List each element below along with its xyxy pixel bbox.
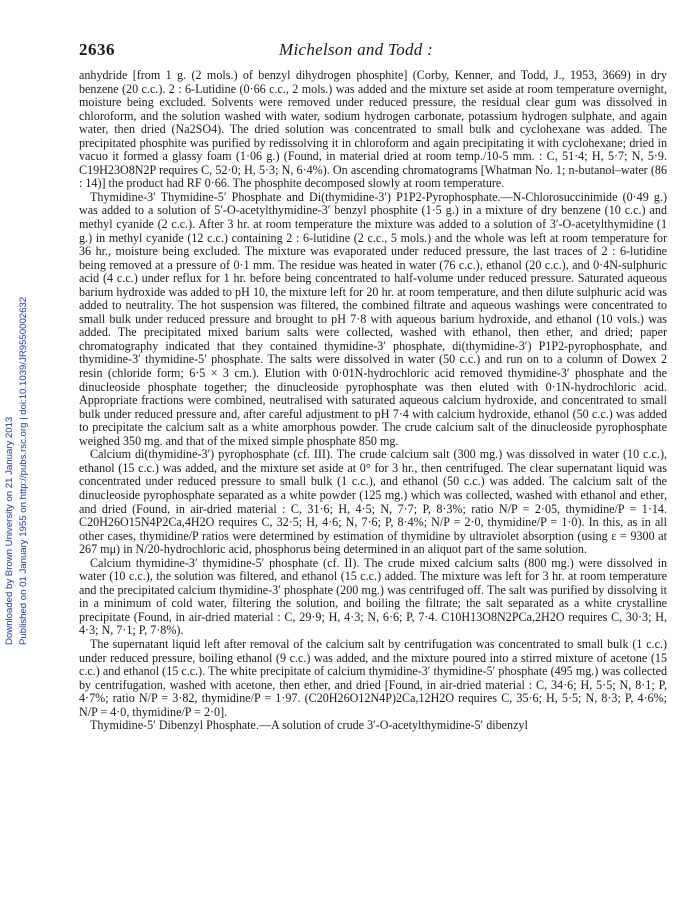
running-title: Michelson and Todd : (279, 40, 434, 59)
publication-link[interactable]: Published on 01 January 1955 on http://pubs.rsc.org | doi:10.1039/JR9550002632 (18, 296, 29, 645)
paragraph-supernatant: The supernatant liquid left after removal of the calcium salt by centrifugation was concentrated to small bulk (1 c.c.) under reduced pressure, boiling ethanol (9 c.c.) was added, and the mixture poured into a stirred mixture of acetone (15 c.c.) and ethanol (15 c.c.). The white precipitate of calcium thymidine-3′ thymidine-5′ phosphate (495 mg.) was collected by centrifugation, washed with acetone, then ether, and dried [Found, in air-dried material : C, 34·6; H, 5·5; N, 8·1; P, 4·7%; ratio N/P = 3·82, thymidine/P = 1·97. (C20H26O12N4P)2Ca,12H2O requires C, 35·6; H, 5·5; N, 8·3; P, 4·6%; N/P = 4·0, thymidine/P = 2·0]. (79, 636, 667, 719)
download-notice[interactable]: Downloaded by Brown University on 21 January 2013 (4, 416, 15, 645)
paragraph-dibenzyl-phosphate: Thymidine-5′ Dibenzyl Phosphate.—A solution of crude 3′-O-acetylthymidine-5′ dibenzyl (90, 718, 528, 733)
paragraph-thymidine-phosphate-section: Thymidine-3′ Thymidine-5′ Phosphate and Di(thymidine-3′) P1P2-Pyrophosphate.—N-Chlorosuccinimide (0·49 g.) was added to a solution of 5′-O-acetylthymidine-3′ benzyl phosphite (1·5 g.) in a mixture of dry benzene (10 c.c.) and methyl cyanide (2 c.c.). After 3 hr. at room temperature the mixture was added to a solution of 3′-O-acetylthymidine (1 g.) in methyl cyanide (12 c.c.) containing 2 : 6-lutidine (2 c.c., 5 mols.) and the whole was left at room temperature for 36 hr., moisture being excluded. The mixture was evaporated under reduced pressure, the last traces of 2 : 6-lutidine being removed at a pressure of 0·1 mm. The residue was heated in water (76 c.c.), ethanol (20 c.c.), and 0·4N-sulphuric acid (4 c.c.) under reflux for 1 hr. before being concentrated to half-volume under reduced pressure. Saturated aqueous barium hydroxide was added to pH 10, the mixture left for 20 hr. at room temperature, and then dilute sulphuric acid was added to neutrality. The hot suspension was filtered, the combined filtrate and aqueous washings were concentrated to small bulk under reduced pressure and brought to pH 7·8 with aqueous barium hydroxide, and ethanol (10 vols.) was added. The precipitated mixed barium salts were collected, washed with ethanol, then ether, and dried; paper chromatography indicated that they contained thymidine-3′ phosphate, di(thymidine-3′) P1P2-pyrophosphate, and thymidine-3′ thymidine-5′ phosphate. The salts were dissolved in water (50 c.c.) and run on to a column of Dowex 2 resin (chloride form; 6·5 × 3 cm.). Elution with 0·01N-hydrochloric acid removed thymidine-3′ phosphate and the dinucleoside phosphate together; the dinucleoside pyrophosphate was then eluted with 0·1N-hydrochloric acid. Appropriate fractions were combined, neutralised with saturated aqueous calcium hydroxide, and concentrated to small bulk under reduced pressure and, after careful adjustment to pH 7·4 with calcium hydroxide, ethanol (50 c.c.) was added to precipitate the calcium salt as a white amorphous powder. The crude calcium salt of the dinucleoside pyrophosphate weighed 350 mg. and that of the mixed simple phosphate 850 mg. (79, 189, 667, 448)
page-header (79, 40, 667, 62)
paragraph-calcium-thymidine-phosphate: Calcium thymidine-3′ thymidine-5′ phosphate (cf. II). The crude mixed calcium salts (800 mg.) were dissolved in water (10 c.c.), the solution was filtered, and ethanol (15 c.c.) added. The mixture was left for 3 hr. at room temperature and the precipitated calcium thymidine-3′ phosphate (200 mg.) was centrifuged off. The salt was purified by dissolving it in a minimum of cold water, filtering the solution, and boiling the filtrate; the salt separated as a white crystalline precipitate (Found, in air-dried material : C, 29·9; H, 4·3; N, 6·6; P, 7·4. C10H13O8N2PCa,2H2O requires C, 30·3; H, 4·3; N, 7·1; P, 7·8%). (79, 555, 667, 638)
article-body (79, 69, 667, 733)
page-number: 2636 (79, 40, 115, 59)
download-sidebar (0, 240, 36, 660)
paragraph-phosphite-preparation: anhydride [from 1 g. (2 mols.) of benzyl dihydrogen phosphite] (Corby, Kenner, and Todd, J., 1953, 3669) in dry benzene (20 c.c.). 2 : 6-Lutidine (0·66 c.c., 2 mols.) was added and the mixture set aside at room temperature overnight, moisture being excluded. Solvents were removed under reduced pressure, the residual clear gum was dissolved in chloroform, and the solution washed with water, sodium hydrogen carbonate, potassium hydrogen sulphate, and again water, then dried (Na2SO4). The dried solution was concentrated to small bulk and cyclohexane was added. The precipitated phosphite was purified by redissolving it in chloroform and again precipitating it with cyclohexane; dried in vacuo it formed a glassy foam (1·06 g.) (Found, in material dried at room temp./10-5 mm. : C, 51·4; H, 5·7; N, 5·9. C19H23O8N2P requires C, 52·0; H, 5·3; N, 6·4%). On ascending chromatograms [Whatman No. 1; n-butanol–water (86 : 14)] the product had RF 0·66. The phosphite decomposed slowly at room temperature. (79, 68, 667, 191)
paragraph-calcium-pyrophosphate: Calcium di(thymidine-3′) pyrophosphate (cf. III). The crude calcium salt (300 mg.) was dissolved in water (10 c.c.), ethanol (15 c.c.) was added, and the mixture set aside at 0° for 3 hr., then centrifuged. The clear supernatant liquid was concentrated under reduced pressure to small bulk (1 c.c.), and ethanol (50 c.c.) was added. The calcium salt of the dinucleoside pyrophosphate separated as a white powder (125 mg.) which was collected, washed with ethanol and ether, and dried (Found, in air-dried material : C, 31·6; H, 4·5; N, 7·7; P, 8·3%; ratio N/P = 2·05, thymidine/P = 1·14. C20H26O15N4P2Ca,4H2O requires C, 32·5; H, 4·6; N, 7·6; P, 8·4%; N/P = 2·0, thymidine/P = 1·0). In this, as in all other cases, thymidine/P ratios were determined by estimation of thymidine by ultraviolet absorption (using ε = 9300 at 267 mμ) in N/20-hydrochloric acid, phosphorus being determined in an aliquot part of the same solution. (79, 447, 667, 557)
